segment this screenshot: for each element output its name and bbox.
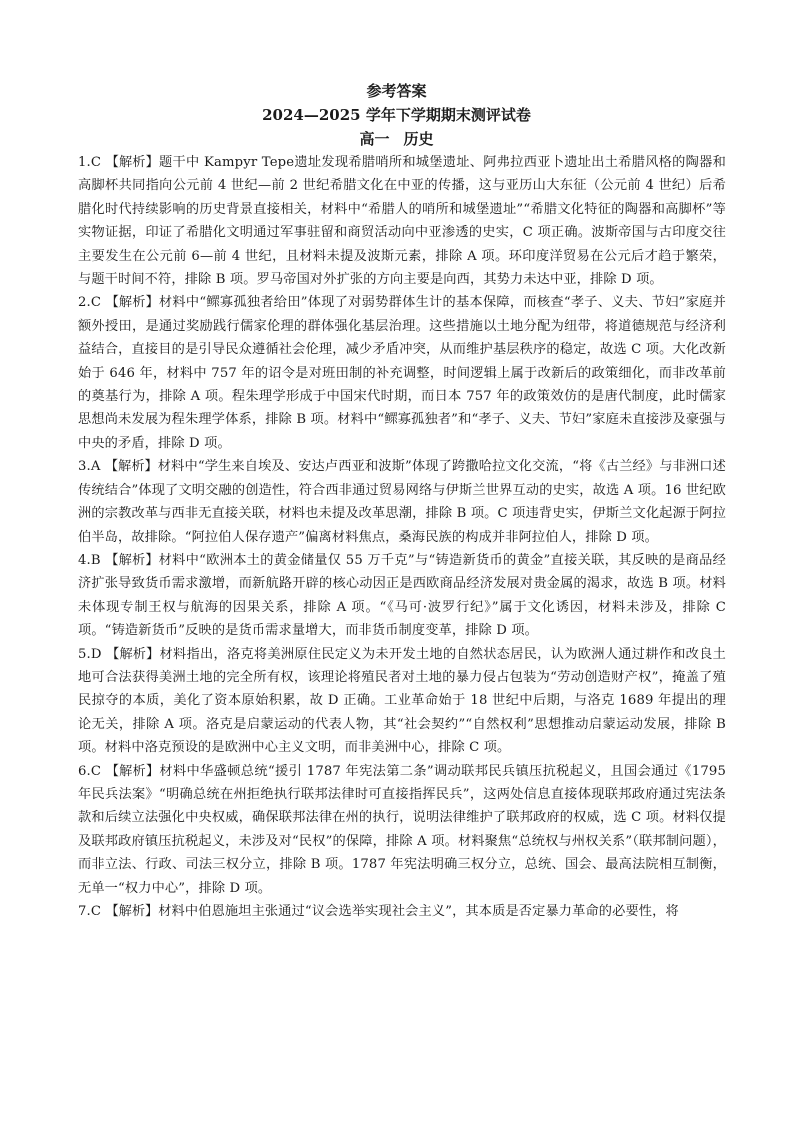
answer-item: [78, 291, 726, 455]
analysis-tag: 【解析】: [105, 155, 159, 170]
answer-number: 7.C: [78, 904, 102, 919]
analysis-tag: 【解析】: [104, 459, 158, 475]
answer-item: [78, 455, 726, 549]
analysis-tag: 【解析】: [106, 646, 160, 662]
grade-subject: [0, 128, 793, 150]
answer-text: 题干中 Kampyr Tepe遗址发现希腊哨所和城堡遗址、阿弗拉西亚卜遗址出土希腊风格的陶器和高脚杯共同指向公元前 4 世纪—前 2 世纪希腊文化在中亚的传播，这与亚历山大东征（公元前 4 世纪）后希腊化时代持续影响的历史背景直接相关，材料中“希腊人的哨所和城堡遗址”“希腊文化特征的陶器和高脚杯”等实物证据，印证了希腊化文明通过军事驻留和商贸活动向中亚渗透的史实，C 项正确。波斯帝国与古印度交往主要发生在公元前 6—前 4 世纪，且材料未提及波斯元素，排除 A 项。环印度洋贸易在公元后才趋于繁荣，与题干时间不符，排除 B 项。罗马帝国对外扩张的方向主要是向西，其势力未达中亚，排除 D 项。: [78, 155, 726, 288]
analysis-tag: 【解析】: [105, 295, 159, 311]
answer-number: 1.C: [78, 155, 102, 170]
answer-text: 材料中“学生来自埃及、安达卢西亚和波斯”体现了跨撒哈拉文化交流，“将《古兰经》与非洲口述传统结合”体现了文明交融的创造性，符合西非通过贸易网络与伊斯兰世界互动的史实，故选 A 项。16 世纪欧洲的宗教改革与西非无直接关联，材料也未提及改革思潮，排除 B 项。C 项违背史实，伊斯兰文化起源于阿拉伯半岛，故排除。“阿拉伯人保存遗产”偏离材料焦点，桑海民族的构成并非阿拉伯人，排除 D 项。: [78, 459, 727, 545]
answer-text: 材料中华盛顿总统“援引 1787 年宪法第二条”调动联邦民兵镇压抗税起义，且国会通过《1795 年民兵法案》“明确总统在州拒绝执行联邦法律时可直接指挥民兵”，这两处信息直接体现联邦政府通过宪法条款和后续立法强化中央权威，确保联邦法律在州的执行，说明法律维护了联邦政府的权威，选 C 项。材料仅提及联邦政府镇压抗税起义，未涉及对“民权”的保障，排除 A 项。材料聚焦“总统权与州权关系”（联邦制问题），而非立法、行政、司法三权分立，排除 B 项。1787 年宪法明确三权分立，总统、国会、最高法院相互制衡，无单一“权力中心”，排除 D 项。: [78, 763, 727, 896]
grade-label: 高一: [359, 130, 390, 148]
answer-text: 材料中“欧洲本土的黄金储量仅 55 万千克”与“铸造新货币的黄金”直接关联，其反映的是商品经济扩张导致货币需求激增，而新航路开辟的核心动因正是西欧商品经济发展对贵金属的渴求，故选 B 项。材料未体现专制王权与航海的因果关系，排除 A 项。“《马可·波罗行纪》”属于文化诱因，材料未涉及，排除 C 项。“铸造新货币”反映的是货币需求量增大，而非货币制度变革，排除 D 项。: [78, 552, 727, 639]
answer-item: [78, 643, 726, 760]
analysis-tag: 【解析】: [105, 904, 159, 919]
answer-text: 材料中伯恩施坦主张通过“议会选举实现社会主义”，其本质是否定暴力革命的必要性，将: [158, 904, 679, 919]
answer-item: [78, 549, 726, 643]
answer-item: [78, 151, 726, 291]
answer-number: 4.B: [78, 552, 101, 568]
subject-label: 历史: [403, 130, 434, 148]
answer-number: 2.C: [78, 295, 102, 311]
analysis-tag: 【解析】: [105, 552, 159, 568]
exam-title: 2024—2025 学年下学期期末测评试卷: [262, 106, 531, 124]
answer-number: 5.D: [78, 646, 102, 662]
answer-number: 3.A: [78, 459, 101, 475]
answer-text: 材料指出，洛克将美洲原住民定义为未开发土地的自然状态居民，认为欧洲人通过耕作和改良土地可合法获得美洲土地的完全所有权，该理论将殖民者对土地的暴力侵占包装为“劳动创造财产权”，掩盖了殖民掠夺的本质，美化了资本原始积累，故 D 正确。工业革命始于 18 世纪中后期，与洛克 1689 年提出的理论无关，排除 A 项。洛克是启蒙运动的代表人物，其“社会契约”“自然权利”思想推动启蒙运动发展，排除 B 项。材料中洛克预设的是欧洲中心主义文明，而非美洲中心，排除 C 项。: [78, 646, 727, 756]
answer-number: 6.C: [78, 763, 102, 779]
answer-list: [78, 151, 726, 923]
answer-item: [78, 760, 726, 900]
answer-item: [78, 900, 726, 923]
answer-text: 材料中“鳏寡孤独者给田”体现了对弱势群体生计的基本保障，而核查“孝子、义夫、节妇”家庭并额外授田，是通过奖励践行儒家伦理的群体强化基层治理。这些措施以土地分配为纽带，将道德规范与经济利益结合，直接目的是引导民众遵循社会伦理，减少矛盾冲突，从而维护基层秩序的稳定，故选 C 项。大化改新始于 646 年，材料中 757 年的诏令是对班田制的补充调整，时间逻辑上属于改新后的政策细化，而非改革前的奠基行为，排除 A 项。程朱理学形成于中国宋代时期，而日本 757 年的政策效仿的是唐代制度，此时儒家思想尚未发展为程朱理学体系，排除 B 项。材料中“鳏寡孤独者”和“孝子、义夫、节妇”家庭未直接涉及豪强与中央的矛盾，排除 D 项。: [78, 295, 726, 451]
analysis-tag: 【解析】: [105, 763, 160, 779]
doc-title: 参考答案: [366, 82, 427, 100]
